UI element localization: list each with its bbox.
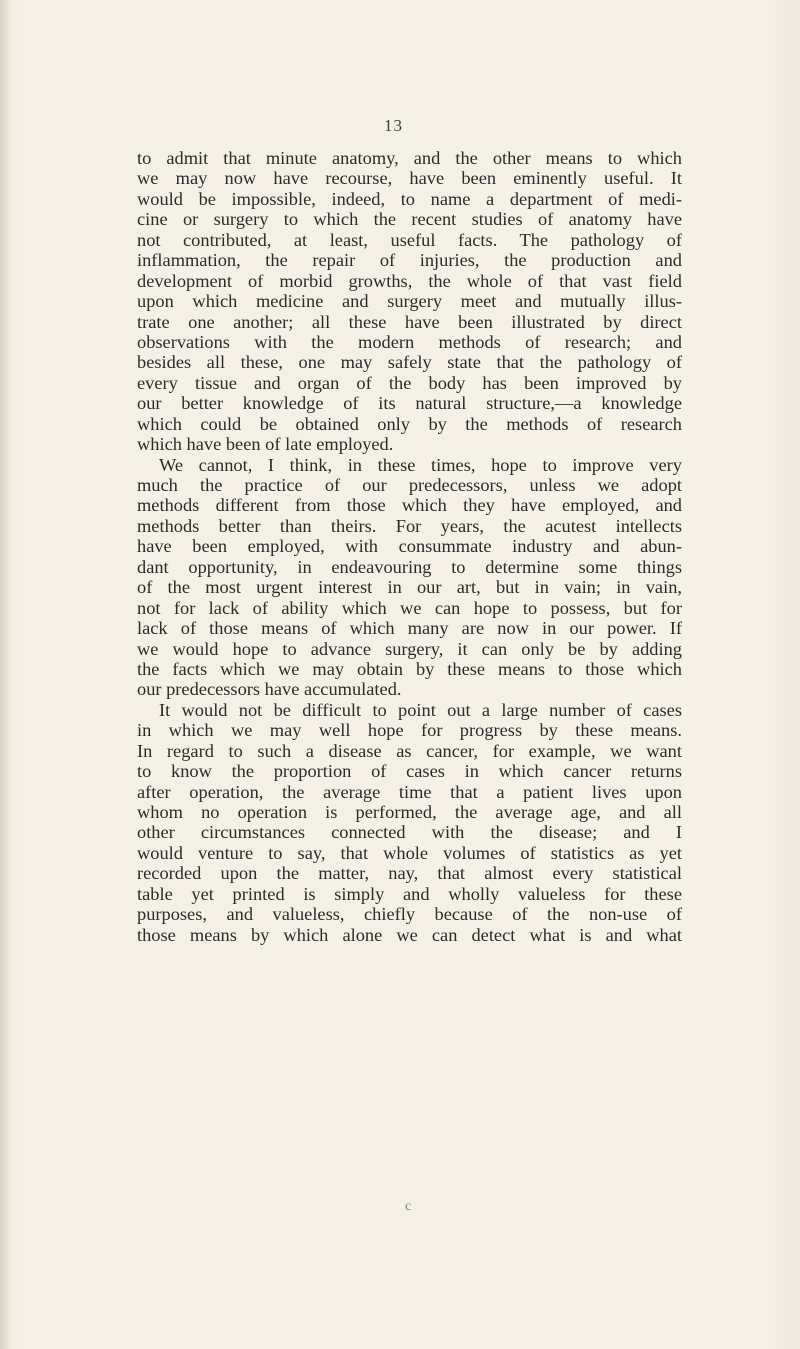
text-line: upon which medicine and surgery meet and mutually illus- [137, 291, 682, 312]
text-line: which have been of late employed. [137, 434, 394, 455]
page-gutter-shadow [0, 0, 10, 1349]
text-line: trate one another; all these have been illustrated by direct [137, 311, 682, 332]
text-line: whom no operation is performed, the average age, and all [137, 802, 682, 822]
text-line: lack of those means of which many are now in our power. If [137, 618, 682, 639]
text-line: would be impossible, indeed, to name a department of medi- [137, 188, 682, 209]
text-line: recorded upon the matter, nay, that almost every statistical [137, 863, 682, 884]
text-line: our better knowledge of its natural structure,—a knowledge [137, 393, 682, 414]
page-number: 13 [384, 116, 403, 135]
text-line: we may now have recourse, have been eminently useful. It [137, 168, 682, 189]
text-line: cine or surgery to which the recent studies of anatomy have [137, 209, 682, 230]
text-line: We cannot, I think, in these times, hope to improve very [159, 454, 682, 475]
text-line: the facts which we may obtain by these means to those which [137, 658, 682, 679]
text-line: methods better than theirs. For years, the acutest intellects [137, 515, 682, 536]
text-line: other circumstances connected with the disease; and I [137, 822, 682, 843]
paragraph-3 [137, 700, 682, 945]
text-line: to admit that minute anatomy, and the other means to which [137, 148, 682, 168]
body-text [137, 148, 682, 945]
text-line: those means by which alone we can detect what is and what [137, 924, 682, 945]
text-line: would venture to say, that whole volumes of statistics as yet [137, 842, 682, 863]
text-line: much the practice of our predecessors, unless we adopt [137, 475, 682, 495]
text-line: our predecessors have accumulated. [137, 679, 402, 700]
text-line: to know the proportion of cases in which cancer returns [137, 761, 682, 782]
text-line: after operation, the average time that a patient lives upon [137, 781, 682, 802]
text-line: besides all these, one may safely state that the pathology of [137, 352, 682, 373]
text-line: purposes, and valueless, chiefly because of the non-use of [137, 904, 682, 925]
text-line: every tissue and organ of the body has been improved by [137, 372, 682, 393]
text-line: dant opportunity, in endeavouring to determine some things [137, 556, 682, 577]
paragraph-2 [137, 455, 682, 700]
text-line: methods different from those which they have employed, and [137, 495, 682, 516]
text-line: table yet printed is simply and wholly valueless for these [137, 883, 682, 904]
text-line: we would hope to advance surgery, it can only be by adding [137, 638, 682, 659]
text-line: not contributed, at least, useful facts. The pathology of [137, 229, 682, 250]
text-line: It would not be difficult to point out a large number of cases [159, 699, 682, 720]
text-line: development of morbid growths, the whole of that vast field [137, 270, 682, 291]
text-line: in which we may well hope for progress by these means. [137, 720, 682, 741]
text-line: not for lack of ability which we can hope to possess, but for [137, 597, 682, 618]
paragraph-1 [137, 148, 682, 455]
signature-mark: c [405, 1199, 412, 1214]
text-line: have been employed, with consummate industry and abun- [137, 536, 682, 557]
text-line: inflammation, the repair of injuries, the production and [137, 250, 682, 271]
text-line: which could be obtained only by the methods of research [137, 413, 682, 434]
text-line: observations with the modern methods of research; and [137, 331, 682, 352]
text-line: In regard to such a disease as cancer, for example, we want [137, 740, 682, 761]
text-line: of the most urgent interest in our art, but in vain; in vain, [137, 577, 682, 598]
